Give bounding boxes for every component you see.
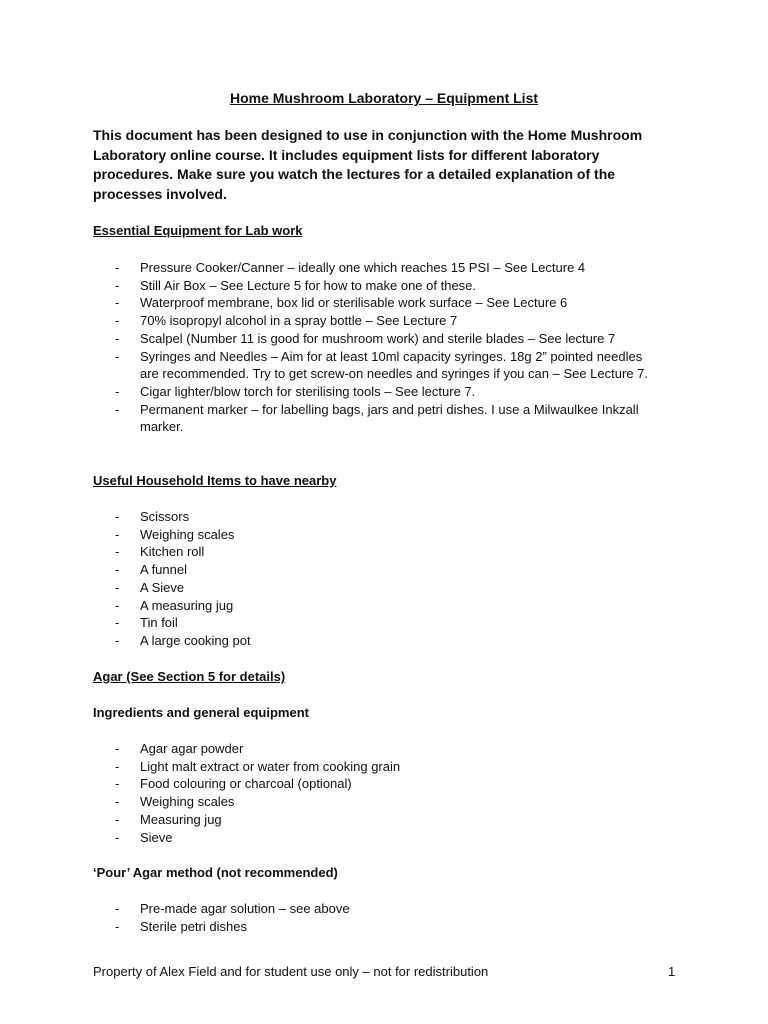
essential-equipment-list bbox=[93, 259, 653, 436]
list-item: - Cigar lighter/blow torch for sterilising tools – See lecture 7. bbox=[115, 383, 476, 399]
list-item: - Scalpel (Number 11 is good for mushroom work) and sterile blades – See lecture 7 bbox=[115, 330, 616, 346]
section-heading-essential-equipment: Essential Equipment for Lab work bbox=[93, 223, 303, 238]
list-item: - Waterproof membrane, box lid or sterilisable work surface – See Lecture 6 bbox=[115, 295, 568, 311]
list-item: - Sterile petri dishes bbox=[115, 918, 247, 934]
page-number: 1 bbox=[668, 964, 676, 979]
section-heading-ingredients: Ingredients and general equipment bbox=[93, 705, 309, 720]
list-item: - Kitchen roll bbox=[115, 544, 205, 560]
list-item: - A measuring jug bbox=[115, 597, 234, 613]
section-heading-pour-agar: ‘Pour’ Agar method (not recommended) bbox=[93, 865, 338, 880]
list-item: - Weighing scales bbox=[115, 794, 235, 810]
section-heading-agar: Agar (See Section 5 for details) bbox=[93, 669, 286, 684]
list-item: - Measuring jug bbox=[115, 811, 222, 827]
list-item: - A Sieve bbox=[115, 579, 185, 595]
list-item: - A large cooking pot bbox=[115, 632, 251, 648]
intro-paragraph: This document has been designed to use in conjunction with the Home Mushroom Laboratory online course. It includes equipment lists for different laboratory procedures. Make sure you watch the lectures for a detailed explanation of the processes involved. bbox=[93, 127, 643, 202]
list-item: - Pressure Cooker/Canner – ideally one which reaches 15 PSI – See Lecture 4 bbox=[115, 260, 586, 275]
list-item: - Pre-made agar solution – see above bbox=[115, 901, 350, 916]
list-item: - Syringes and Needles – Aim for at least 10ml capacity syringes. 18g 2” pointed needles are recommended. Try to get screw-on needles and syringes if you can – See Lecture 7. bbox=[115, 348, 648, 382]
list-item: - Permanent marker – for labelling bags, jars and petri dishes. I use a Milwaulkee Inkzall marker. bbox=[115, 401, 639, 435]
household-items-list bbox=[93, 508, 653, 650]
list-item: - Weighing scales bbox=[115, 526, 235, 542]
list-item: - Scissors bbox=[115, 509, 190, 524]
list-item: - Tin foil bbox=[115, 615, 178, 631]
list-item: - Light malt extract or water from cooking grain bbox=[115, 758, 401, 774]
ingredients-list bbox=[93, 740, 653, 846]
section-heading-household-items: Useful Household Items to have nearby bbox=[93, 473, 337, 488]
list-item: - Food colouring or charcoal (optional) bbox=[115, 776, 352, 792]
list-item: - Sieve bbox=[115, 829, 173, 845]
document-title: Home Mushroom Laboratory – Equipment List bbox=[229, 90, 539, 106]
page-footer: Property of Alex Field and for student use only – not for redistribution bbox=[93, 964, 489, 979]
pour-agar-list bbox=[93, 900, 653, 935]
list-item: - A funnel bbox=[115, 562, 187, 578]
list-item: - Agar agar powder bbox=[115, 741, 244, 756]
list-item: - Still Air Box – See Lecture 5 for how to make one of these. bbox=[115, 277, 477, 293]
list-item: - 70% isopropyl alcohol in a spray bottle – See Lecture 7 bbox=[115, 313, 458, 329]
